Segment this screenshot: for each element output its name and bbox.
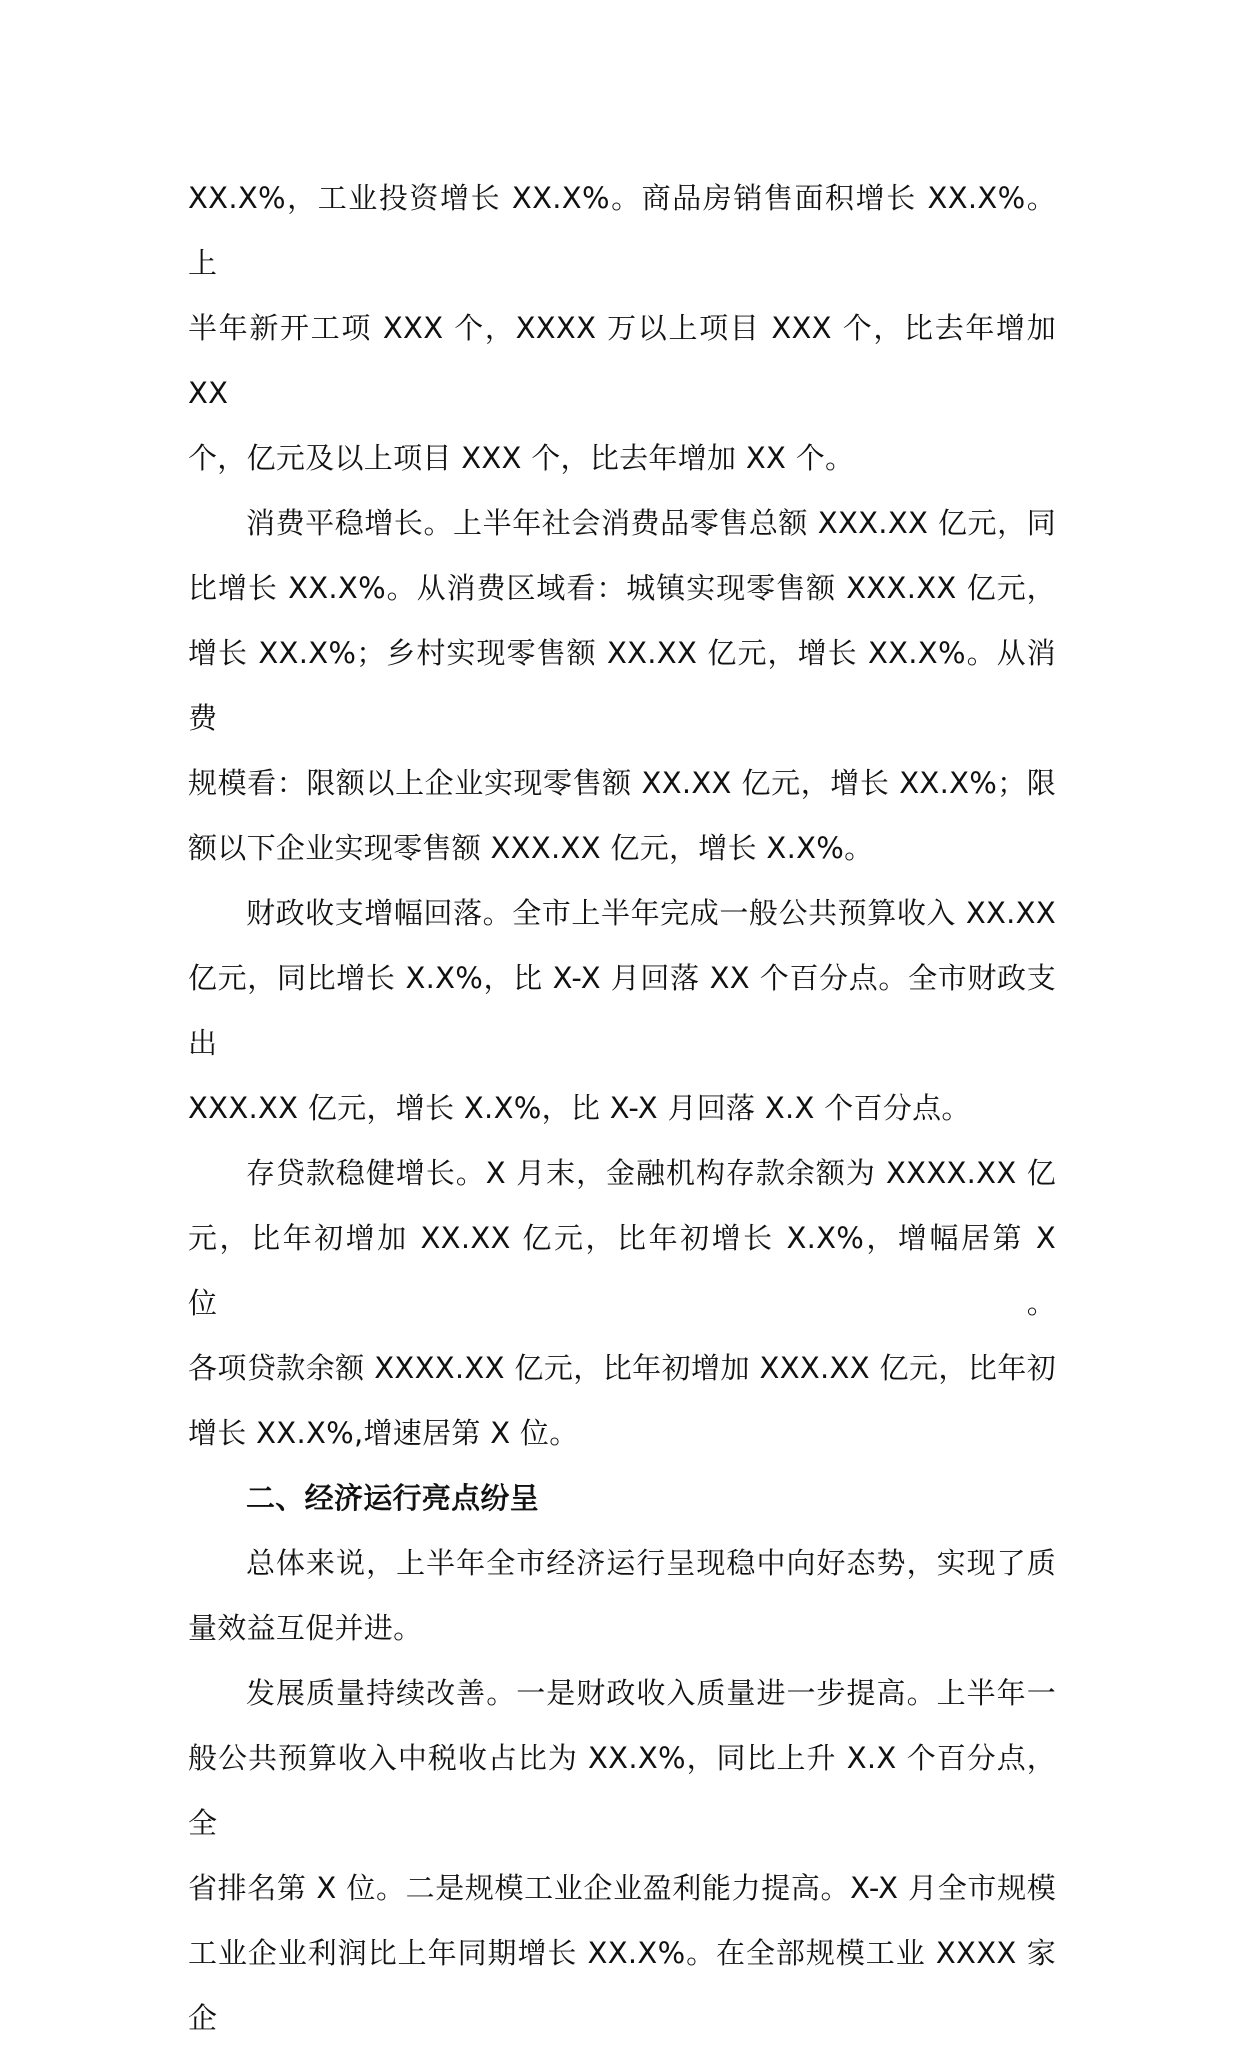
paragraph-line: XX.X%，工业投资增长 XX.X%。商品房销售面积增长 XX.X%。上: [188, 181, 1056, 280]
paragraph-line: 比增长 XX.X%。从消费区域看：城镇实现零售额 XXX.XX 亿元，: [188, 571, 1056, 605]
paragraph-line: 规模看：限额以上企业实现零售额 XX.XX 亿元，增长 XX.X%；限: [188, 766, 1056, 800]
paragraph-line: 消费平稳增长。上半年社会消费品零售总额 XXX.XX 亿元，同: [246, 506, 1056, 540]
document-body: [188, 166, 1056, 2051]
paragraph-line: 存贷款稳健增长。X 月末，金融机构存款余额为 XXXX.XX 亿: [246, 1156, 1056, 1190]
paragraph-line: 量效益互促并进。: [188, 1611, 423, 1645]
paragraph-line: 半年新开工项 XXX 个，XXXX 万以上项目 XXX 个，比去年增加 XX: [188, 311, 1056, 410]
paragraph-line: 各项贷款余额 XXXX.XX 亿元，比年初增加 XXX.XX 亿元，比年初: [188, 1351, 1056, 1385]
paragraph-line: 财政收支增幅回落。全市上半年完成一般公共预算收入 XX.XX: [246, 896, 1056, 930]
paragraph-deposits-loans: [188, 1141, 1056, 1466]
paragraph-line: 发展质量持续改善。一是财政收入质量进一步提高。上半年一: [246, 1676, 1056, 1710]
paragraph-line: XXX.XX 亿元，增长 X.X%，比 X-X 月回落 X.X 个百分点。: [188, 1091, 971, 1125]
paragraph-investment: [188, 166, 1056, 491]
paragraph-consumption: [188, 491, 1056, 881]
paragraph-line: 工业企业利润比上年同期增长 XX.X%。在全部规模工业 XXXX 家企: [188, 1936, 1056, 2035]
paragraph-fiscal: [188, 881, 1056, 1141]
paragraph-line: 个，亿元及以上项目 XXX 个，比去年增加 XX 个。: [188, 441, 855, 475]
section-heading: 二、经济运行亮点纷呈: [246, 1481, 540, 1515]
paragraph-line: 般公共预算收入中税收占比为 XX.X%，同比上升 X.X 个百分点，全: [188, 1741, 1056, 1840]
paragraph-line: 额以下企业实现零售额 XXX.XX 亿元，增长 X.X%。: [188, 831, 874, 865]
paragraph-line: 增长 XX.X%,增速居第 X 位。: [188, 1416, 579, 1450]
paragraph-line: 亿元，同比增长 X.X%，比 X-X 月回落 XX 个百分点。全市财政支出: [188, 961, 1056, 1060]
paragraph-development-quality: [188, 1661, 1056, 2051]
paragraph-line: 总体来说，上半年全市经济运行呈现稳中向好态势，实现了质: [246, 1546, 1056, 1580]
paragraph-line: 省排名第 X 位。二是规模工业企业盈利能力提高。X-X 月全市规模: [188, 1871, 1056, 1905]
paragraph-overall: [188, 1531, 1056, 1661]
paragraph-line: 元，比年初增加 XX.XX 亿元，比年初增长 X.X%，增幅居第 X 位。: [188, 1221, 1056, 1320]
paragraph-line: 增长 XX.X%；乡村实现零售额 XX.XX 亿元，增长 XX.X%。从消费: [188, 636, 1056, 735]
